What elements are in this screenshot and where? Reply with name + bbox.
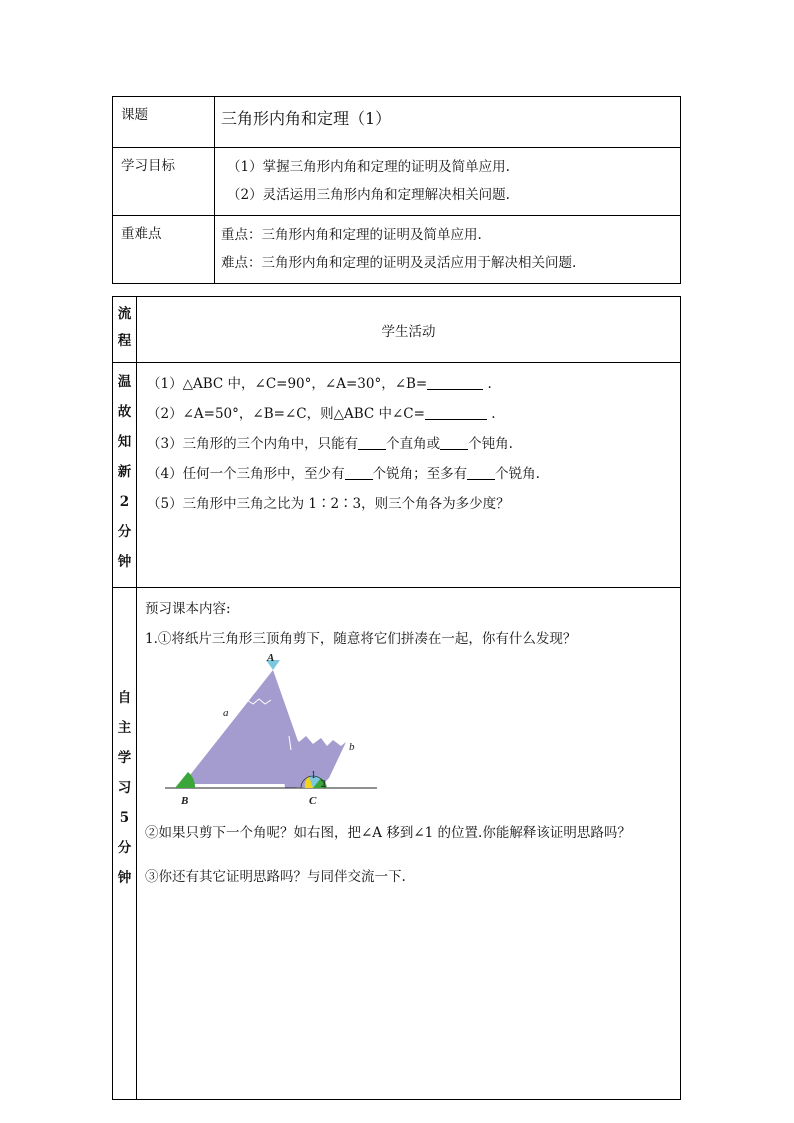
side-char: 温 <box>117 374 132 390</box>
side-char: 知 <box>117 434 132 450</box>
answer-blank[interactable] <box>440 435 468 450</box>
side-char: 学 <box>117 750 132 766</box>
review-side <box>113 363 137 588</box>
q1-text: （1）△ABC 中，∠C=90°，∠A=30°，∠B= <box>147 376 428 392</box>
label-a-vertex: A <box>267 654 275 664</box>
review-body <box>137 363 681 588</box>
topic-label: 课题 <box>113 97 215 148</box>
label-c-vertex: C <box>309 795 317 807</box>
answer-blank[interactable] <box>425 405 487 420</box>
side-char: 程 <box>117 333 132 349</box>
key-label: 重难点 <box>113 216 215 284</box>
q2-end: . <box>491 406 496 422</box>
self-p2: ②如果只剪下一个角呢？如右图，把∠A 移到∠1 的位置.你能解释该证明思路吗？ <box>145 825 631 841</box>
self-study-side <box>113 588 137 1100</box>
keys-cell <box>215 216 681 284</box>
activity-header: 学生活动 <box>137 297 681 363</box>
q2-text: （2）∠A=50°，∠B=∠C，则△ABC 中∠C= <box>147 406 425 422</box>
goal-2: （2）灵活运用三角形内角和定理解决相关问题. <box>227 187 510 203</box>
side-char: 自 <box>117 690 132 706</box>
q4-text: （4）任何一个三角形中，至少有 <box>147 466 345 482</box>
side-char: 分 <box>117 840 132 856</box>
topic-value: 三角形内角和定理（1） <box>215 97 681 148</box>
triangle-figure <box>141 654 381 819</box>
q4-text: 个锐角. <box>495 466 540 482</box>
label-angle-2: 2 <box>321 779 326 790</box>
flow-header-side <box>113 297 137 363</box>
self-p1: 1.①将纸片三角形三顶角剪下，随意将它们拼凑在一起，你有什么发现？ <box>145 631 577 647</box>
goal-1: （1）掌握三角形内角和定理的证明及简单应用. <box>227 159 510 175</box>
side-char: 5 <box>119 810 130 826</box>
answer-blank[interactable] <box>467 465 495 480</box>
goals-cell <box>215 148 681 216</box>
answer-blank[interactable] <box>345 465 373 480</box>
side-char: 钟 <box>117 554 132 570</box>
self-intro: 预习课本内容: <box>145 601 231 617</box>
answer-blank[interactable] <box>358 435 386 450</box>
question-2 <box>147 399 680 429</box>
question-3 <box>147 429 680 459</box>
side-char: 故 <box>117 404 132 420</box>
q1-end: . <box>487 376 492 392</box>
difficult-point: 难点：三角形内角和定理的证明及灵活应用于解决相关问题. <box>221 255 577 271</box>
label-b-vertex: B <box>181 795 189 807</box>
q3-text: （3）三角形的三个内角中，只能有 <box>147 436 359 452</box>
self-p3: ③你还有其它证明思路吗？与同伴交流一下. <box>145 869 406 885</box>
side-char: 流 <box>117 306 132 322</box>
question-4 <box>147 459 680 489</box>
q4-text: 个锐角；至多有 <box>372 466 468 482</box>
side-char: 分 <box>117 524 132 540</box>
goal-label: 学习目标 <box>113 148 215 216</box>
label-angle-1: 1 <box>311 770 316 781</box>
label-a-side: a <box>223 707 229 719</box>
question-1 <box>147 369 680 399</box>
side-char: 钟 <box>117 870 132 886</box>
label-b-side: b <box>349 741 355 753</box>
q3-text: 个直角或 <box>386 436 441 452</box>
self-study-body <box>137 588 681 1100</box>
triangle-diagram <box>141 654 381 819</box>
key-point: 重点：三角形内角和定理的证明及简单应用. <box>221 227 482 243</box>
answer-blank[interactable] <box>427 375 483 390</box>
question-5: （5）三角形中三角之比为 1∶2∶3，则三个角各为多少度？ <box>147 496 510 512</box>
lesson-info-table <box>112 96 681 284</box>
activity-table <box>112 296 681 1100</box>
side-char: 新 <box>117 464 132 480</box>
side-char: 主 <box>117 720 132 736</box>
side-char: 2 <box>119 494 130 510</box>
q3-text: 个钝角. <box>468 436 513 452</box>
side-char: 习 <box>117 780 132 796</box>
